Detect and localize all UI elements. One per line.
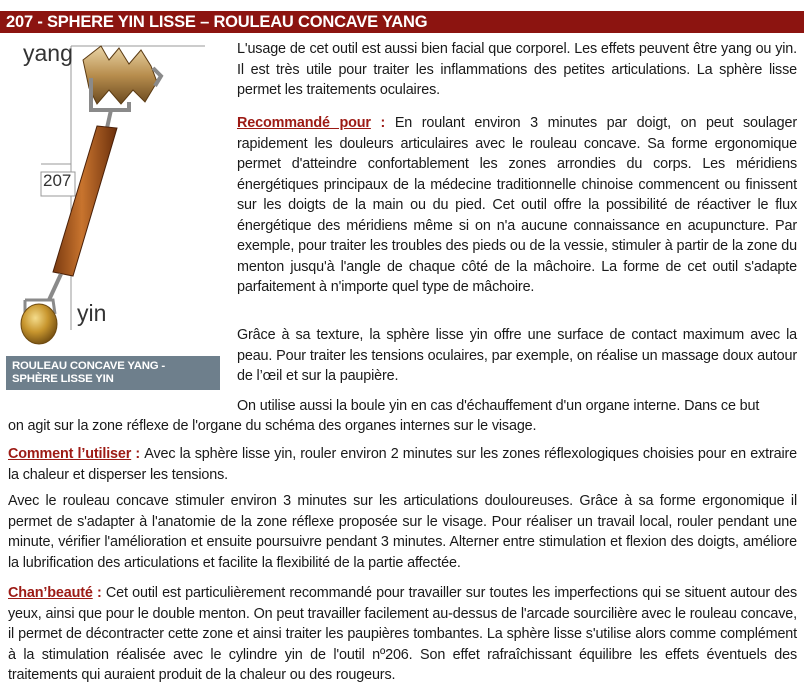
page-title: 207 - SPHERE YIN LISSE – ROULEAU CONCAVE YANG bbox=[6, 13, 428, 31]
boule-line-2: on agit sur la zone réflexe de l'organe du schéma des organes internes sur le visage. bbox=[8, 418, 537, 434]
recommande-paragraph bbox=[237, 113, 797, 298]
beaute-paragraph bbox=[8, 583, 797, 686]
tool-figure bbox=[5, 38, 225, 386]
figure-caption bbox=[6, 356, 220, 390]
label-yin: yin bbox=[77, 300, 107, 326]
comment-paragraph bbox=[8, 444, 797, 485]
intro-paragraph: L'usage de cet outil est aussi bien facial que corporel. Les effets peuvent être yang ou yin. Il est très utile pour traiter les inflammations des petites articulations. La sphère lisse permet les traitements oculaires. bbox=[237, 41, 797, 98]
tool-illustration bbox=[5, 38, 225, 356]
caption-line-2: SPHÈRE LISSE YIN bbox=[12, 373, 114, 385]
number-label: 207 bbox=[43, 171, 72, 190]
rouleau-paragraph: Avec le rouleau concave stimuler environ 3 minutes sur les articulations douloureuses. Grâce à sa forme ergonomique il permet de s'adapter à l'anatomie de la zone réflexe proposée sur le visage. Pour réaliser un travail local, rouler pendant une minute, vérifier l'amélioration et ensuite poursuivre pendant 3 minutes. Alterner entre stimulation et flexion des doigts, améliore la lubrification des articulations et facilite la flexibilité de la partie affectée. bbox=[8, 493, 797, 571]
beaute-text: Cet outil est particulièrement recommandé pour travailler sur toutes les imperfections qui se situent autour des yeux, ainsi que pour le double menton. On peut travailler facilement au-dessus de l'arcade sourcilière avec le rouleau concave, il permet de décontracter cette zone et ainsi traiter les paupières tombantes. La sphère lisse s'utilise alors comme complément à la stimulation réalisée avec le cylindre yin de l'outil nº206. Son effet rafraîchissant équilibre les effets éventuels des traitements qui auraient produit de la chaleur ou des rougeurs. bbox=[8, 585, 797, 683]
comment-label: Comment l’utiliser bbox=[8, 446, 132, 462]
recommande-text: En roulant environ 3 minutes par doigt, on peut soulager rapidement les douleurs articulaires avec le rouleau concave. Sa forme ergonomique permet d'atteindre confortablement les zones arrondies du corps. Les méridiens énergétiques principaux de la médecine traditionnelle chinoise commencent ou finissent sur les doigts de la main ou du pied. Cet outil offre la possibilité de réactiver le flux énergétique des méridiens même si on n'a aucune connaissance en acupuncture. Par exemple, pour traiter les troubles des pieds ou de la vessie, stimuler à partir de la zone du menton jusqu'à l'angle de chaque côté de la mâchoire. La forme de cet outil s'adapte parfaitement à n'importe quel type de mâchoire. bbox=[237, 115, 797, 295]
recommande-sep: : bbox=[370, 115, 395, 131]
beaute-label: Chan’beauté bbox=[8, 585, 93, 601]
beaute-sep: : bbox=[92, 585, 106, 601]
recommande-label: Recommandé pour bbox=[237, 115, 371, 131]
boule-line-1: On utilise aussi la boule yin en cas d'échauffement d'un organe interne. Dans ce but bbox=[237, 398, 760, 414]
label-yang: yang bbox=[23, 40, 73, 66]
caption-line-1: ROULEAU CONCAVE YANG - bbox=[12, 360, 165, 372]
title-bar bbox=[0, 11, 804, 33]
comment-sep: : bbox=[131, 446, 145, 462]
texture-paragraph: Grâce à sa texture, la sphère lisse yin offre une surface de contact maximum avec la peau. Pour traiter les tensions oculaires, par exemple, on réalise un massage doux autour de l’œil et sur la paupière. bbox=[237, 327, 797, 384]
comment-text: Avec la sphère lisse yin, rouler environ 2 minutes sur les zones réflexologiques choisies pour en extraire la chaleur et disperser les tensions. bbox=[8, 446, 797, 483]
